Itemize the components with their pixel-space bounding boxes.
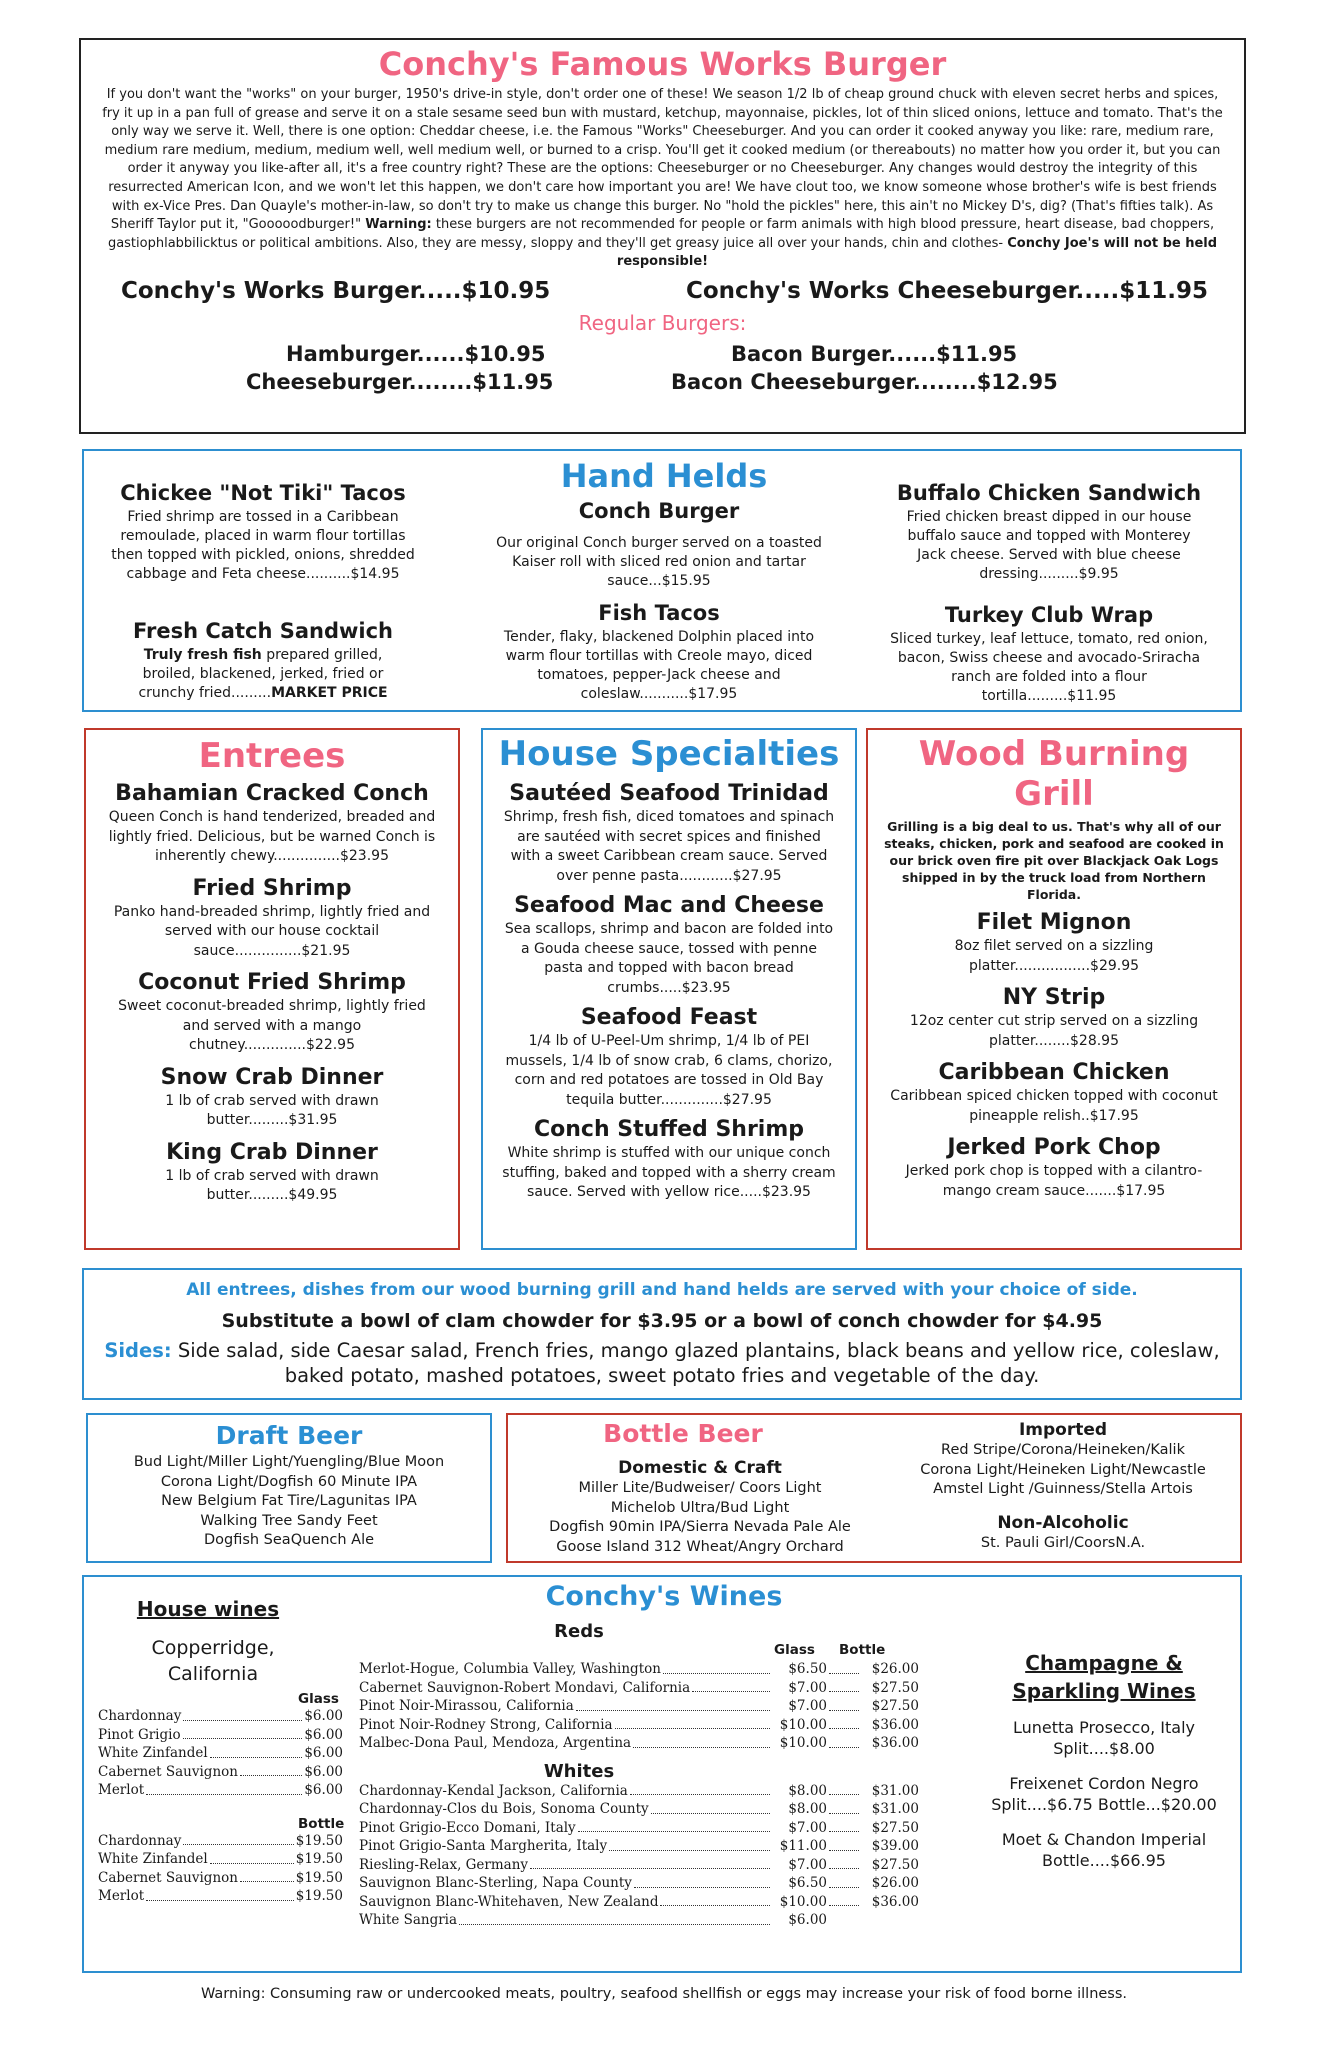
fresh-catch-price: MARKET PRICE xyxy=(271,685,388,701)
house-special-name: Sautéed Seafood Trinidad xyxy=(509,781,829,806)
reds-title: Reds xyxy=(554,1621,604,1642)
house-special-name: Seafood Feast xyxy=(580,1005,758,1030)
fresh-catch-name: Fresh Catch Sandwich xyxy=(133,619,393,643)
dot-leader xyxy=(829,1716,859,1730)
wine-bottle-price: $27.50 xyxy=(871,1679,919,1696)
works-burger-title: Conchy's Famous Works Burger xyxy=(378,45,947,83)
domestic-block xyxy=(510,1457,890,1557)
dot-leader xyxy=(630,1782,770,1796)
entrees-section xyxy=(84,728,460,1250)
house-special-desc: 1/4 lb of U-Peel-Um shrimp, 1/4 lb of PEI mussels, 1/4 lb of snow crab, 6 clams, chorizo, corn and red potatoes are tossed in Old Bay tequila butter..............$27.95 xyxy=(505,1033,833,1108)
wine-bottle-price xyxy=(861,1911,919,1930)
sides-section xyxy=(82,1268,1242,1400)
wine-bottle-price: $31.00 xyxy=(871,1801,919,1817)
entree-name: Coconut Fried Shrimp xyxy=(138,970,406,995)
wine-row xyxy=(359,1837,919,1856)
house-specialties-title: House Specialties xyxy=(498,734,840,774)
champagne-title-line1: Champagne & xyxy=(1025,1651,1183,1675)
dot-leader xyxy=(576,1697,770,1711)
wine-name: Sauvignon Blanc-Whitehaven, New Zealand xyxy=(359,1893,659,1910)
domestic-beer-line: Miller Lite/Budweiser/ Coors Light xyxy=(578,1480,822,1496)
non-alcoholic-title: Non-Alcoholic xyxy=(997,1512,1129,1533)
grill-item-item xyxy=(890,1059,1218,1126)
whites-list xyxy=(359,1782,999,1930)
wine-glass-price: $7.00 xyxy=(788,1698,827,1714)
fresh-catch-desc xyxy=(98,646,428,703)
dot-leader xyxy=(829,1856,859,1870)
wine-glass-price: $7.00 xyxy=(788,1819,827,1836)
works-responsible: Conchy Joe's will not be held responsible! xyxy=(616,235,1218,270)
sides-list-text: Side salad, side Caesar salad, French fries, mango glazed plantains, black beans and yellow rice, coleslaw, baked potato, mashed potatoes, sweet potato fries and vegetable of the day. xyxy=(171,1339,1220,1387)
dot-leader xyxy=(829,1893,859,1907)
house-list xyxy=(483,774,855,1203)
reds-glass-label: Glass xyxy=(774,1642,815,1658)
wines-section xyxy=(82,1575,1242,1973)
grill-title-line1: Wood Burning xyxy=(918,734,1190,774)
wine-bottle-price: $27.50 xyxy=(871,1698,919,1714)
wine-price: $19.50 xyxy=(295,1888,343,1904)
entree-desc: 1 lb of crab served with drawn butter.........$31.95 xyxy=(165,1092,379,1128)
entree-item xyxy=(108,875,436,962)
works-warning-text: these burgers are not recommended for people or farm animals with high blood pressure, heart disease, bad choppers, gastiophlabbilicktus or political ambitions. Also, they are messy, sloppy and they'll get greasy juice all over your hands, chin and clothes- xyxy=(107,217,1215,251)
wine-glass-price: $6.00 xyxy=(788,1912,827,1928)
bottle-beer-title: Bottle Beer xyxy=(603,1419,763,1448)
dot-leader xyxy=(692,1679,770,1693)
champagne-item xyxy=(984,1829,1224,1871)
dot-leader xyxy=(210,1744,303,1758)
turkey-desc: Sliced turkey, leaf lettuce, tomato, red onion, bacon, Swiss cheese and avocado-Sriracha ranch are folded into a flour tortilla.........$11.95 xyxy=(890,631,1208,704)
wine-name: Malbec-Dona Paul, Mendoza, Argentina xyxy=(359,1735,632,1751)
entree-desc: Sweet coconut-breaded shrimp, lightly fried and served with a mango chutney..............$22.95 xyxy=(118,998,426,1053)
house-special-desc: White shrimp is stuffed with our unique conch stuffing, baked and topped with a sherry cream sauce. Served with yellow rice.....$23.95 xyxy=(502,1145,836,1200)
wine-row xyxy=(359,1734,919,1753)
dot-leader xyxy=(829,1837,859,1851)
wine-glass-price: $6.50 xyxy=(788,1661,827,1677)
wine-price: $6.00 xyxy=(304,1782,343,1798)
dot-leader xyxy=(146,1887,294,1901)
wine-name: Chardonnay-Kendal Jackson, California xyxy=(359,1782,628,1799)
non-alcoholic-list: St. Pauli Girl/CoorsN.A. xyxy=(980,1534,1146,1551)
wine-bottle-price: $27.50 xyxy=(871,1819,919,1836)
wine-glass-price: $8.00 xyxy=(788,1801,827,1817)
house-special-item xyxy=(501,780,837,886)
works-cheeseburger-price: Conchy's Works Cheeseburger.....$11.95 xyxy=(686,277,1208,304)
domestic-beer-line: Michelob Ultra/Bud Light xyxy=(610,1499,790,1516)
wines-title: Conchy's Wines xyxy=(545,1581,783,1612)
cheeseburger-price: Cheeseburger........$11.95 xyxy=(246,369,554,394)
house-wine-row xyxy=(98,1832,343,1851)
champagne-price: Bottle....$66.95 xyxy=(1042,1851,1166,1870)
champagne-name: Freixenet Cordon Negro xyxy=(1009,1774,1199,1793)
wine-price: $6.00 xyxy=(304,1745,343,1761)
domestic-title: Domestic & Craft xyxy=(618,1458,782,1478)
house-special-name: Seafood Mac and Cheese xyxy=(514,893,824,918)
whites-title: Whites xyxy=(543,1760,615,1782)
wine-glass-price: $7.00 xyxy=(788,1679,827,1696)
house-wine-row xyxy=(98,1744,343,1763)
wine-price: $19.50 xyxy=(295,1851,343,1867)
dot-leader xyxy=(829,1800,859,1814)
conch-burger-item xyxy=(484,497,834,591)
house-wines-block xyxy=(98,1597,348,1906)
house-wine-row xyxy=(98,1781,343,1800)
wine-name: Riesling-Relax, Germany xyxy=(359,1856,529,1873)
house-glass-list xyxy=(98,1707,348,1800)
works-burger-price: Conchy's Works Burger.....$10.95 xyxy=(121,277,551,304)
dot-leader xyxy=(651,1800,770,1814)
dot-leader xyxy=(183,1707,302,1721)
grill-item-item xyxy=(890,909,1218,976)
entree-name: King Crab Dinner xyxy=(166,1139,378,1165)
wine-name: Merlot xyxy=(98,1888,145,1904)
domestic-list xyxy=(510,1479,890,1557)
sides-note: All entrees, dishes from our wood burning grill and hand helds are served with your choice of side. xyxy=(186,1280,1138,1300)
grill-item-name: Caribbean Chicken xyxy=(938,1060,1170,1085)
dot-leader xyxy=(183,1726,303,1740)
champagne-price: Split....$6.75 Bottle...$20.00 xyxy=(991,1795,1217,1814)
conch-burger-desc: Our original Conch burger served on a toasted Kaiser roll with sliced red onion and tartar sauce...$15.95 xyxy=(496,535,822,589)
champagne-title-line2: Sparkling Wines xyxy=(1012,1679,1196,1703)
buffalo-item xyxy=(874,479,1224,584)
wine-row xyxy=(359,1800,919,1819)
imported-block xyxy=(888,1419,1238,1553)
grill-section xyxy=(866,728,1242,1250)
wine-row xyxy=(359,1679,919,1698)
hand-helds-section xyxy=(82,449,1242,712)
wine-row xyxy=(359,1819,919,1838)
wine-bottle-price: $26.00 xyxy=(871,1875,919,1891)
dot-leader xyxy=(663,1660,770,1674)
entree-desc: Panko hand-breaded shrimp, lightly fried and served with our house cocktail sauce...............$21.95 xyxy=(113,903,431,959)
sides-list xyxy=(98,1338,1226,1388)
house-specialties-section xyxy=(481,728,857,1250)
house-wine-row xyxy=(98,1887,343,1906)
grill-item-item xyxy=(890,1134,1218,1201)
tacos-desc: Fried shrimp are tossed in a Caribbean remoulade, placed in warm flour tortillas then topped with pickled, onions, shredded cabbage and Feta cheese..........$14.95 xyxy=(111,509,415,582)
fish-tacos-name: Fish Tacos xyxy=(598,601,720,625)
wine-glass-price: $10.00 xyxy=(779,1893,827,1910)
house-wine-row xyxy=(98,1726,343,1745)
wine-name: Chardonnay xyxy=(98,1708,182,1724)
grill-title-line2: Grill xyxy=(1014,774,1094,814)
champagne-name: Lunetta Prosecco, Italy xyxy=(1012,1718,1196,1737)
draft-beer-line: Dogfish SeaQuench Ale xyxy=(203,1532,375,1548)
entree-name: Snow Crab Dinner xyxy=(160,1064,384,1090)
dot-leader xyxy=(615,1716,770,1730)
dot-leader xyxy=(146,1781,302,1795)
dot-leader xyxy=(633,1734,770,1748)
wine-bottle-price: $39.00 xyxy=(871,1838,919,1854)
dot-leader xyxy=(459,1911,770,1925)
wine-list-block xyxy=(359,1621,999,1930)
bacon-burger-price: Bacon Burger......$11.95 xyxy=(731,341,1018,366)
house-bottle-label: Bottle xyxy=(298,1815,345,1832)
wine-name: White Zinfandel xyxy=(98,1745,208,1761)
draft-beer-title: Draft Beer xyxy=(215,1421,363,1450)
champagne-item xyxy=(984,1773,1224,1815)
regular-burgers-title: Regular Burgers: xyxy=(578,310,747,335)
wine-name: Pinot Noir-Mirassou, California xyxy=(359,1698,574,1714)
wine-glass-price: $11.00 xyxy=(779,1838,827,1854)
house-special-item xyxy=(501,892,837,998)
house-wine-row xyxy=(98,1763,343,1782)
tacos-item xyxy=(98,479,428,584)
draft-beer-line: New Belgium Fat Tire/Lagunitas IPA xyxy=(161,1493,417,1509)
house-glass-label: Glass xyxy=(298,1691,339,1707)
entree-item xyxy=(108,969,436,1056)
wine-glass-price: $10.00 xyxy=(779,1735,827,1751)
house-wines-title: House wines xyxy=(136,1597,280,1621)
wine-glass-price: $10.00 xyxy=(779,1716,827,1733)
wine-row xyxy=(359,1782,919,1801)
wine-name: Cabernet Sauvignon-Robert Mondavi, California xyxy=(359,1679,691,1696)
champagne-list xyxy=(984,1717,1224,1871)
wine-name: Pinot Grigio xyxy=(98,1726,181,1743)
dot-leader xyxy=(183,1832,293,1846)
wine-row xyxy=(359,1856,919,1875)
wine-price: $19.50 xyxy=(295,1832,343,1849)
house-special-item xyxy=(501,1004,837,1110)
champagne-item xyxy=(984,1717,1224,1759)
wine-price: $6.00 xyxy=(304,1708,343,1724)
wine-bottle-price: $36.00 xyxy=(871,1735,919,1751)
turkey-name: Turkey Club Wrap xyxy=(944,603,1154,627)
imported-title: Imported xyxy=(1018,1420,1108,1440)
dot-leader xyxy=(578,1819,770,1833)
dot-leader xyxy=(829,1819,859,1833)
wine-name: Chardonnay-Clos du Bois, Sonoma County xyxy=(359,1801,649,1817)
wine-name: Pinot Grigio-Ecco Domani, Italy xyxy=(359,1819,576,1836)
entree-desc: Queen Conch is hand tenderized, breaded and lightly fried. Delicious, but be warned Conch is inherently chewy...............$23.95 xyxy=(108,809,436,864)
imported-list xyxy=(888,1441,1238,1500)
wine-name: Merlot-Hogue, Columbia Valley, Washington xyxy=(359,1661,661,1677)
grill-item-name: Filet Mignon xyxy=(976,910,1132,935)
house-special-name: Conch Stuffed Shrimp xyxy=(533,1117,805,1142)
fresh-catch-item xyxy=(98,617,428,703)
fish-tacos-desc: Tender, flaky, blackened Dolphin placed into warm flour tortillas with Creole mayo, diced tomatoes, pepper-Jack cheese and coleslaw...........$17.95 xyxy=(503,629,815,702)
wine-name: White Zinfandel xyxy=(98,1851,208,1867)
sides-label: Sides: xyxy=(104,1339,172,1362)
entree-name: Bahamian Cracked Conch xyxy=(115,781,429,806)
turkey-item xyxy=(874,601,1224,706)
grill-item-name: NY Strip xyxy=(1002,985,1106,1010)
fresh-catch-bold: Truly fresh fish xyxy=(143,647,262,663)
draft-list xyxy=(88,1453,490,1551)
champagne-block xyxy=(984,1649,1224,1885)
dot-leader xyxy=(210,1850,294,1864)
dot-leader xyxy=(240,1869,294,1883)
entrees-title: Entrees xyxy=(198,736,346,776)
champagne-price: Split....$8.00 xyxy=(1053,1739,1155,1758)
draft-beer-line: Walking Tree Sandy Feet xyxy=(200,1512,378,1529)
dot-leader xyxy=(829,1734,859,1748)
draft-beer-line: Corona Light/Dogfish 60 Minute IPA xyxy=(160,1473,418,1490)
wine-name: Cabernet Sauvignon xyxy=(98,1869,238,1886)
works-burger-section xyxy=(79,38,1246,434)
works-burger-desc-text: If you don't want the "works" on your burger, 1950's drive-in style, don't order one of these! We season 1/2 lb of cheap ground chuck with eleven secret herbs and spices, fry it up in a pan full of grease and serve it on a stale sesame seed bun with mustard, ketchup, mayonnaise, pickles, lot of thin sliced onions, lettuce and tomato. That's the only way we serve it. Well, there is one option: Cheddar cheese, i.e. the Famous "Works" Cheeseburger. And you can order it cooked anyway you like: rare, medium rare, medium rare medium, medium, medium well, well medium well, or burned to a crisp. You'll get it cooked medium (or thereabouts) no matter how you order it, but you can order it anyway you like-after all, it's a free country right? These are the options: Cheeseburger or no Cheeseburger. Any changes would destroy the integrity of this resurrected American Icon, and we won't let this happen, we don't care how important you are! We have clout too, we know someone whose brother's wife is best friends with ex-Vice Pres. Dan Quayle's mother-in-law, so don't try to make us change this burger. No "hold the pickles" here, this ain't no Mickey D's, dig? (That's fifties talk). As Sheriff Taylor put it, "Gooooodburger!" xyxy=(102,87,1223,233)
wine-row xyxy=(359,1660,919,1679)
grill-item-name: Jerked Pork Chop xyxy=(947,1135,1161,1160)
wine-row xyxy=(359,1874,919,1893)
domestic-beer-line: Goose Island 312 Wheat/Angry Orchard xyxy=(556,1538,844,1555)
works-burger-description xyxy=(99,86,1226,272)
bottle-beer-section xyxy=(506,1413,1242,1563)
wine-price: $19.50 xyxy=(295,1869,343,1886)
imported-beer-line: Amstel Light /Guinness/Stella Artois xyxy=(933,1481,1193,1497)
dot-leader xyxy=(530,1856,770,1870)
imported-beer-line: Corona Light/Heineken Light/Newcastle xyxy=(920,1461,1206,1478)
bacon-cheeseburger-price: Bacon Cheeseburger........$12.95 xyxy=(671,369,1058,394)
dot-leader xyxy=(829,1697,859,1711)
entree-name: Fried Shrimp xyxy=(192,875,352,901)
house-special-item xyxy=(501,1116,837,1203)
dot-leader xyxy=(829,1782,859,1796)
house-bottle-list xyxy=(98,1832,348,1906)
wine-row xyxy=(359,1716,919,1735)
entree-item xyxy=(108,1064,436,1131)
grill-item-item xyxy=(890,984,1218,1051)
imported-beer-line: Red Stripe/Corona/Heineken/Kalik xyxy=(941,1442,1185,1458)
grill-intro: Grilling is a big deal to us. That's why all of our steaks, chicken, pork and seafood are cooked in our brick oven fire pit over Blackjack Oak Logs shipped in by the truck load from Northern Florida. xyxy=(884,819,1224,902)
wine-glass-price: $7.00 xyxy=(788,1856,827,1873)
dot-leader xyxy=(660,1893,770,1907)
house-wine-row xyxy=(98,1850,343,1869)
house-wine-row xyxy=(98,1707,343,1726)
wine-bottle-price: $31.00 xyxy=(871,1782,919,1799)
grill-item-desc: Caribbean spiced chicken topped with coconut pineapple relish..$17.95 xyxy=(890,1088,1218,1124)
house-special-desc: Sea scallops, shrimp and bacon are folded into a Gouda cheese sauce, tossed with penne pasta and topped with bacon bread crumbs.....$23.95 xyxy=(504,921,834,996)
champagne-name: Moet & Chandon Imperial xyxy=(1001,1830,1207,1849)
grill-list xyxy=(868,909,1240,1201)
reds-bottle-label: Bottle xyxy=(839,1642,886,1658)
wine-row xyxy=(359,1893,919,1912)
wine-glass-price: $6.50 xyxy=(788,1875,827,1891)
entree-item xyxy=(108,1139,436,1206)
wine-glass-price: $8.00 xyxy=(788,1782,827,1799)
fresh-catch-desc-text: prepared grilled, broiled, blackened, jerked, fried or crunchy fried......... xyxy=(138,647,384,701)
wine-name: Cabernet Sauvignon xyxy=(98,1763,238,1780)
wine-price: $6.00 xyxy=(304,1763,343,1780)
hand-helds-title: Hand Helds xyxy=(560,457,768,495)
draft-beer-line: Bud Light/Miller Light/Yuengling/Blue Moon xyxy=(133,1454,445,1470)
dot-leader xyxy=(829,1679,859,1693)
wine-name: Pinot Grigio-Santa Margherita, Italy xyxy=(359,1838,608,1854)
fish-tacos-item xyxy=(484,599,834,704)
wine-name: Pinot Noir-Rodney Strong, California xyxy=(359,1716,613,1733)
draft-beer-section xyxy=(86,1413,492,1563)
buffalo-name: Buffalo Chicken Sandwich xyxy=(896,481,1202,505)
entree-item xyxy=(108,780,436,867)
entrees-list xyxy=(86,780,458,1206)
dot-leader xyxy=(240,1763,302,1777)
dot-leader xyxy=(829,1660,859,1674)
wine-bottle-price: $26.00 xyxy=(871,1661,919,1677)
domestic-beer-line: Dogfish 90min IPA/Sierra Nevada Pale Ale xyxy=(549,1519,851,1535)
wine-bottle-price: $27.50 xyxy=(871,1856,919,1873)
house-wines-subtitle: Copperridge, California xyxy=(151,1637,275,1685)
tacos-name: Chickee "Not Tiki" Tacos xyxy=(120,481,406,505)
works-warning-label: Warning: xyxy=(365,217,432,233)
house-special-desc: Shrimp, fresh fish, diced tomatoes and spinach are sautéed with secret spices and finished with a sweet Caribbean cream sauce. Served over penne pasta............$27.95 xyxy=(503,809,835,884)
wine-name: White Sangria xyxy=(359,1912,458,1928)
wine-bottle-price: $36.00 xyxy=(871,1893,919,1910)
wine-row xyxy=(359,1911,919,1930)
entree-desc: 1 lb of crab served with drawn butter.........$49.95 xyxy=(165,1167,379,1203)
wine-name: Merlot xyxy=(98,1782,145,1798)
wine-bottle-price: $36.00 xyxy=(871,1716,919,1733)
dot-leader xyxy=(609,1837,770,1851)
grill-item-desc: 12oz center cut strip served on a sizzling platter........$28.95 xyxy=(909,1013,1199,1049)
wine-name: Chardonnay xyxy=(98,1832,182,1849)
buffalo-desc: Fried chicken breast dipped in our house buffalo sauce and topped with Monterey Jack cheese. Served with blue cheese dressing.........$9.95 xyxy=(906,509,1192,582)
footer-warning: Warning: Consuming raw or undercooked meats, poultry, seafood shellfish or eggs may increase your risk of food borne illness. xyxy=(200,1986,1128,2002)
dot-leader xyxy=(829,1874,859,1888)
house-wine-row xyxy=(98,1869,343,1888)
conch-burger-name: Conch Burger xyxy=(578,499,740,523)
wine-row xyxy=(359,1697,919,1716)
reds-list xyxy=(359,1660,999,1753)
grill-item-desc: Jerked pork chop is topped with a cilantro-mango cream sauce.......$17.95 xyxy=(905,1163,1203,1199)
wine-name: Sauvignon Blanc-Sterling, Napa County xyxy=(359,1875,632,1891)
hamburger-price: Hamburger......$10.95 xyxy=(286,341,546,366)
dot-leader xyxy=(634,1874,770,1888)
wine-price: $6.00 xyxy=(304,1726,343,1743)
grill-item-desc: 8oz filet served on a sizzling platter.................$29.95 xyxy=(954,938,1154,974)
chowder-substitute: Substitute a bowl of clam chowder for $3.95 or a bowl of conch chowder for $4.95 xyxy=(221,1310,1103,1332)
